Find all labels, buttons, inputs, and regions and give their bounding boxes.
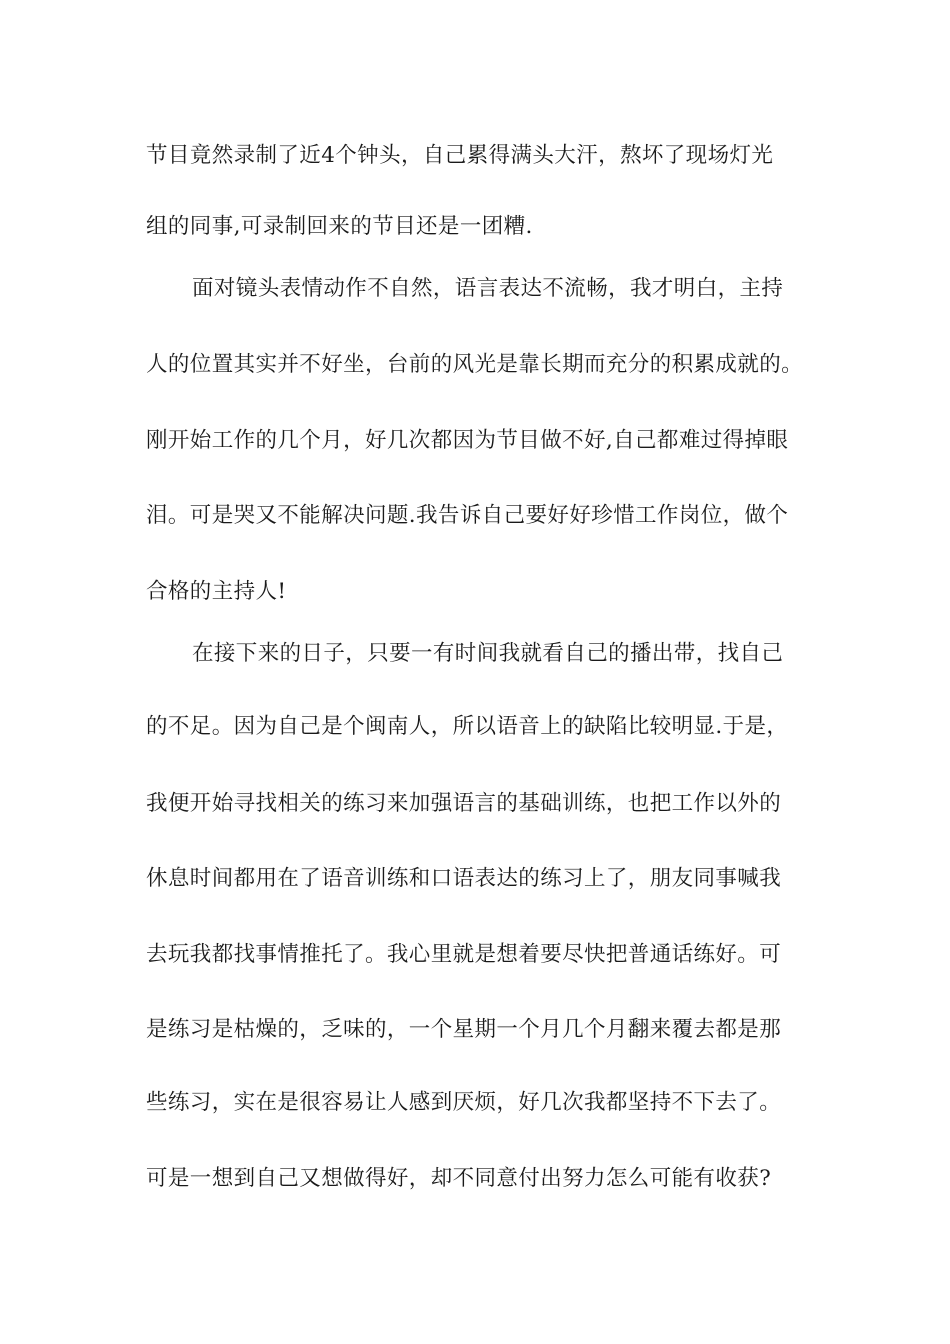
body-text-line: 刚开始工作的几个月，好几次都因为节目做不好,自己都难过得掉眼: [146, 428, 789, 453]
paragraph-first-line: 面对镜头表情动作不自然，语言表达不流畅，我才明白，主持: [192, 276, 784, 301]
paragraph-first-line: 在接下来的日子，只要一有时间我就看自己的播出带，找自己: [192, 641, 784, 666]
body-text-line: 我便开始寻找相关的练习来加强语言的基础训练，也把工作以外的: [146, 791, 782, 816]
body-text-line: 些练习，实在是很容易让人感到厌烦，好几次我都坚持不下去了。: [146, 1090, 782, 1115]
body-text-line: 可是一想到自己又想做得好，却不同意付出努力怎么可能有收获?: [146, 1166, 772, 1191]
body-text-line: 组的同事,可录制回来的节目还是一团糟.: [146, 214, 533, 239]
body-text-line: 是练习是枯燥的，乏味的，一个星期一个月几个月翻来覆去都是那: [146, 1017, 782, 1042]
body-text-line: 去玩我都找事情推托了。我心里就是想着要尽快把普通话练好。可: [146, 942, 782, 967]
body-text-line: 节目竟然录制了近4个钟头，自己累得满头大汗，熬坏了现场灯光: [146, 143, 774, 168]
body-text-line: 泪。可是哭又不能解决问题.我告诉自己要好好珍惜工作岗位，做个: [146, 503, 789, 528]
body-text-line: 休息时间都用在了语音训练和口语表达的练习上了，朋友同事喊我: [146, 866, 782, 891]
body-text-line: 合格的主持人!: [146, 579, 287, 604]
body-text-line: 人的位置其实并不好坐，台前的风光是靠长期而充分的积累成就的。: [146, 352, 804, 377]
body-text-line: 的不足。因为自己是个闽南人，所以语音上的缺陷比较明显.于是，: [146, 714, 789, 739]
